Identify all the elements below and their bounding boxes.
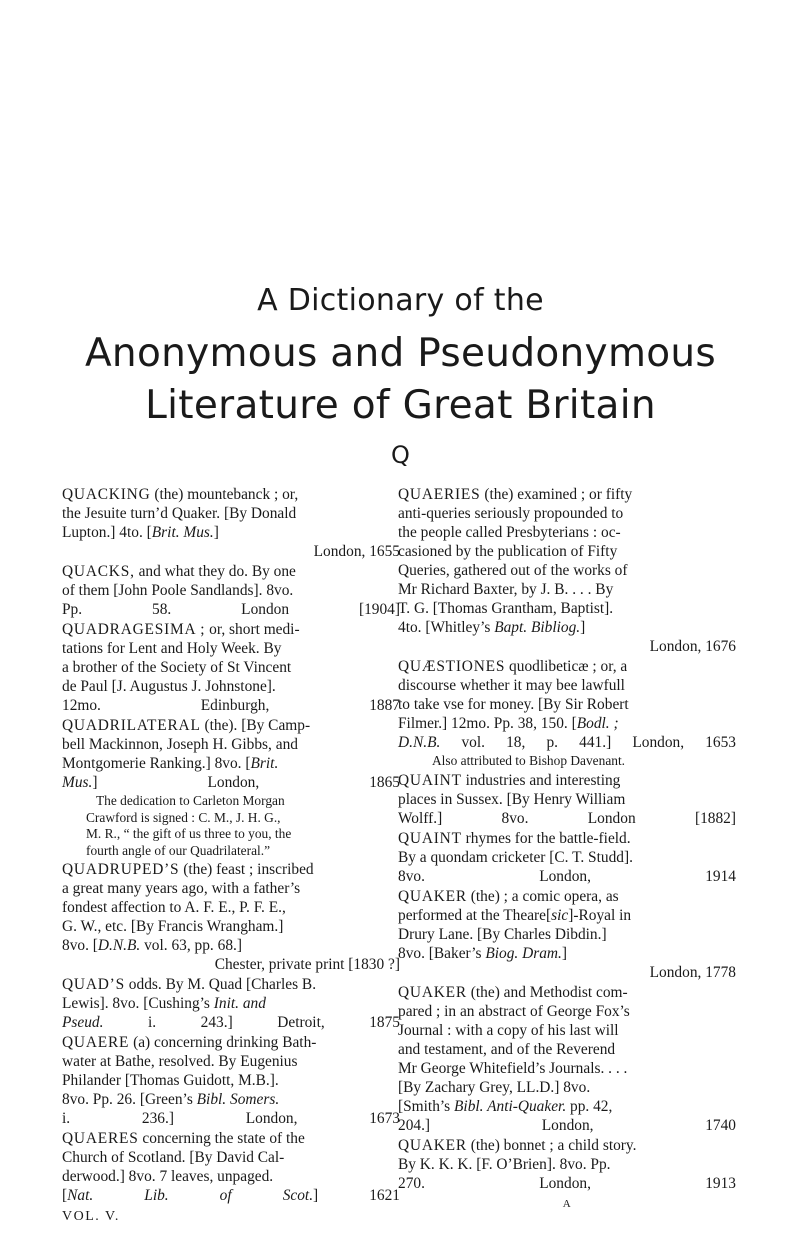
title-line-2: Anonymous and Pseudonymous — [84, 331, 717, 376]
headword: QUADRAGESIMA ; — [62, 621, 206, 638]
entry-quadragesima: QUADRAGESIMA ; or, short medi- tations for Lent and Holy Week. By a brother of the Society of St Vincent de Paul [J. Augustus J. Johnstone]. 12mo. Edinburgh, 1887 — [62, 621, 400, 714]
headword: QUADRUPED’S — [62, 861, 180, 878]
left-column — [62, 485, 400, 1226]
headword: QUAINT — [398, 829, 462, 847]
entry-quaere: QUAERE (a) concerning drinking Bath- water at Bathe, resolved. By Eugenius Philander [Thomas Guidott, M.B.]. 8vo. Pp. 26. [Green’s Bibl. Somers. i. 236.] London, 1673 — [62, 1034, 400, 1127]
entry-note: Also attributed to Bishop Davenant. — [432, 753, 626, 768]
entry-quaker-methodist: QUAKER (the) and Methodist com- pared ; in an abstract of George Fox’s Journal : with a copy of his last will and testament, and of the Reverend Mr George Whitefield’s Journals. . . . [By Zachary Grey, LL.D.] 8vo. [Smith’s Bibl. Anti-Quaker. pp. 42, 204.] London, 1740 — [398, 983, 736, 1134]
headword: QUAINT — [398, 771, 462, 789]
entry-quaker-bonnet: QUAKER (the) bonnet ; a child story. By K. K. K. [F. O’Brien]. 8vo. Pp. 270. London, 1913 — [398, 1136, 736, 1192]
entry-quadrupeds: QUADRUPED’S (the) feast ; inscribed a great many years ago, with a father’s fondest affection to A. F. E., P. F. E., G. W., etc. [By Francis Wrangham.] 8vo. [D.N.B. vol. 63, pp. 68.] Chester, private print [1830 ?] — [62, 861, 400, 973]
headword: QUAKER — [398, 887, 467, 905]
entry-quacking: QUACKING (the) mountebanck ; or, the Jesuite turn’d Quaker. [By Donald Lupton.] 4to. [Brit. Mus.] London, 1655 — [62, 486, 400, 560]
section-letter: Q — [391, 441, 410, 469]
headword: QUACKS, — [62, 563, 135, 580]
headword: QUACKING — [62, 486, 151, 503]
headword: QUAKER — [398, 983, 467, 1001]
headword: QUAD’S — [62, 976, 125, 993]
entry-note: The dedication to Carleton Morgan Crawford is signed : C. M., J. H. G., M. R., “ the gift of us three to you, the fourth angle of our Quadrilateral.” — [86, 793, 292, 858]
signature-mark: A — [562, 1197, 572, 1210]
entry-quaeres: QUAERES concerning the state of the Church of Scotland. [By David Cal- derwood.] 8vo. 7 leaves, unpaged. [Nat. Lib. of Scot.] 1621 — [62, 1130, 400, 1204]
title-line-1: A Dictionary of the — [257, 283, 544, 318]
entry-quaint-rhymes: QUAINT rhymes for the battle-field. By a quondam cricketer [C. T. Studd]. 8vo. London, 1914 — [398, 829, 736, 885]
entry-quaeries: QUAERIES (the) examined ; or fifty anti-queries seriously propounded to the people called Presbyterians : oc- casioned by the publication of Fifty Queries, gathered out of the works of Mr Richard Baxter, by J. B. . . . By T. G. [Thomas Grantham, Baptist]. 4to. [Whitley’s Bapt. Bibliog.] London, 1676 — [398, 486, 736, 655]
title-line-3: Literature of Great Britain — [145, 383, 656, 428]
headword: QUAERE — [62, 1034, 130, 1051]
entry-quadrilateral: QUADRILATERAL (the). [By Camp- bell Mackinnon, Joseph H. Gibbs, and Montgomerie Ranking.] 8vo. [Brit. Mus.] London, 1865 The dedication to Carleton Morgan Crawford is signed : C. M., J. H. G., M. R., “ the gift of us three to you, the fourth angle of our Quadrilateral.” — [62, 717, 400, 858]
entry-quads: QUAD’S odds. By M. Quad [Charles B. Lewis]. 8vo. [Cushing’s Init. and Pseud. i. 243.] Detroit, 1875 — [62, 976, 400, 1031]
right-column — [398, 485, 736, 1214]
headword: QUAERIES — [398, 486, 481, 503]
entry-quaint-industries: QUAINT industries and interesting places in Sussex. [By Henry William Wolff.] 8vo. London [1882] — [398, 771, 736, 827]
entry-quaker-opera: QUAKER (the) ; a comic opera, as performed at the Theare[sic]-Royal in Drury Lane. [By Charles Dibdin.] 8vo. [Baker’s Biog. Dram.] London, 1778 — [398, 887, 736, 981]
headword: QUAERES — [62, 1130, 139, 1147]
entry-quaestiones: QUÆSTIONES quodlibeticæ ; or, a discourse whether it may bee lawfull to take vse for money. [By Sir Robert Filmer.] 12mo. Pp. 38, 150. [Bodl. ; D.N.B. vol. 18, p. 441.] London, 1653 Also attributed to Bishop Davenant. — [398, 658, 736, 768]
headword: QUAKER — [398, 1136, 467, 1154]
headword: QUÆSTIONES — [398, 658, 506, 675]
headword: QUADRILATERAL — [62, 717, 201, 734]
book-title — [0, 283, 801, 428]
entry-quacks: QUACKS, and what they do. By one of them [John Poole Sandlands]. 8vo. Pp. 58. London [1904] — [62, 563, 400, 618]
volume-label: VOL. V. — [62, 1209, 120, 1224]
